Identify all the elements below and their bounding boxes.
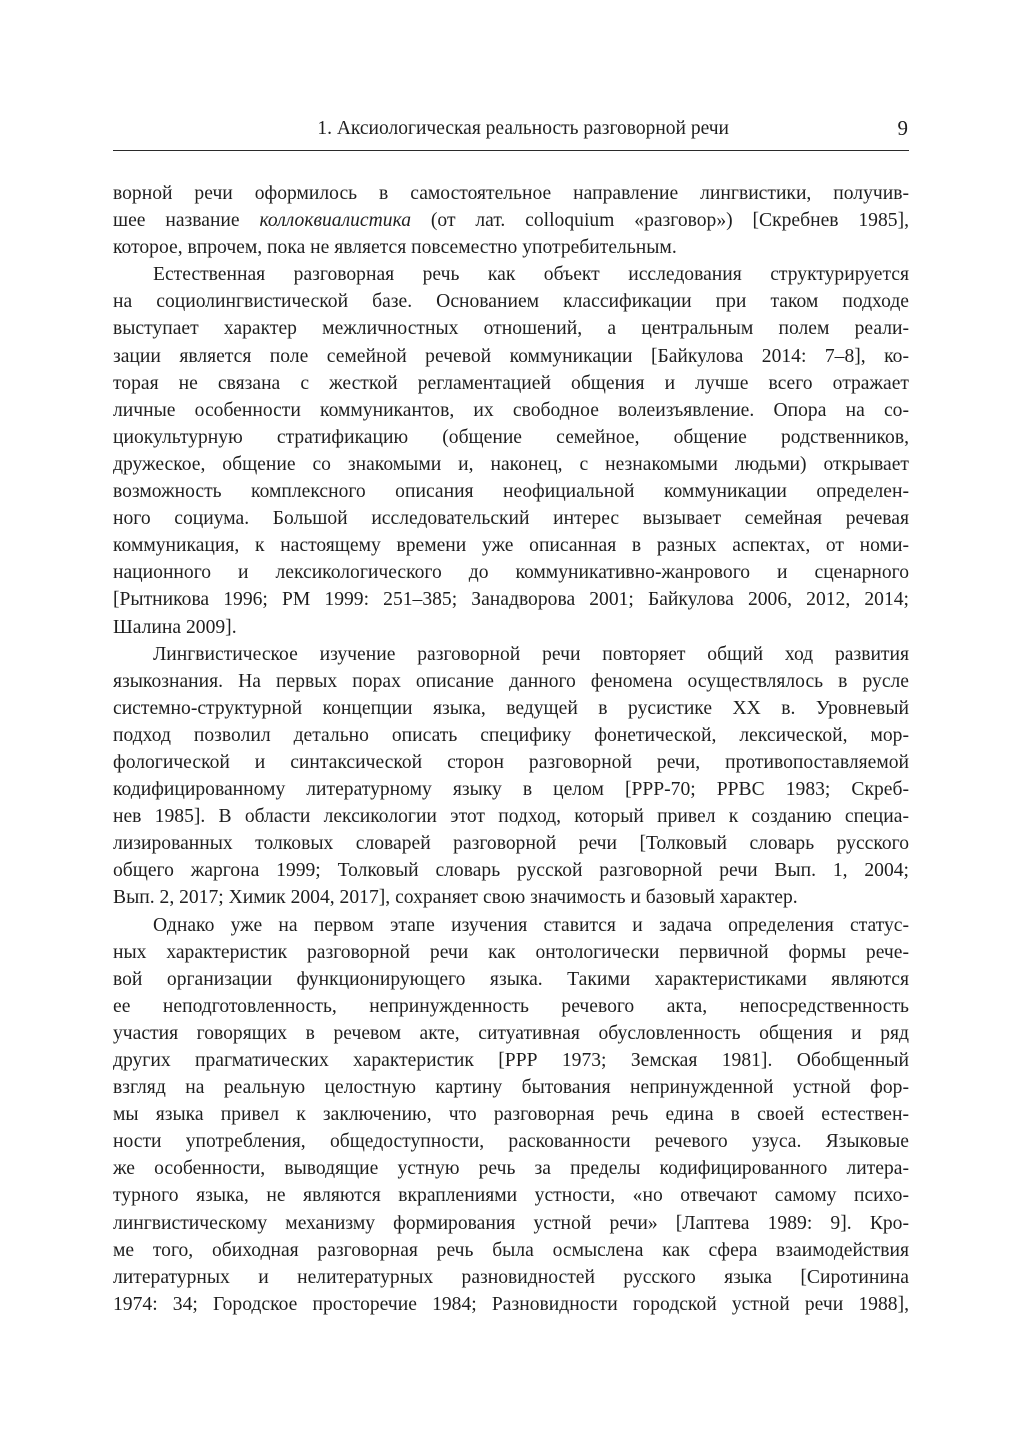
text-line: вой организации функционирующего языка. Такими характеристиками являются [113, 968, 909, 990]
text-line: зации является поле семейной речевой коммуникации [Байкулова 2014: 7–8], ко- [113, 345, 909, 367]
chapter-title: 1. Аксиологическая реальность разговорной речи [317, 118, 729, 139]
text-body [113, 180, 909, 1318]
text-line: фологической и синтаксической сторон разговорной речи, противопоставляемой [113, 751, 909, 773]
paragraph-1 [113, 180, 909, 261]
text-line: Вып. 2, 2017; Химик 2004, 2017], сохраняет свою значимость и базовый характер. [113, 887, 798, 909]
text-line: кодифицированному литературному языку в целом [РРР-70; РРВС 1983; Скреб- [113, 779, 909, 801]
text-line: возможность комплексного описания неофициальной коммуникации определен- [113, 481, 909, 503]
text-line: ме того, обиходная разговорная речь была осмыслена как сфера взаимодействия [113, 1239, 909, 1261]
text-line: ности употребления, общедоступности, раскованности речевого узуса. Языковые [113, 1131, 909, 1153]
text-line: выступает характер межличностных отношений, а центральным полем реали- [113, 318, 909, 340]
text-fragment: шее название [113, 210, 260, 232]
text-line: других прагматических характеристик [РРР 1973; Земская 1981]. Обобщенный [113, 1050, 909, 1071]
text-line: ворной речи оформилось в самостоятельное направление лингвистики, получив- [113, 183, 909, 204]
text-line: циокультурную стратификацию (общение семейное, общение родственников, [113, 426, 909, 448]
text-line: на социолингвистической базе. Основанием классификации при таком подходе [113, 291, 909, 313]
text-line: Однако уже на первом этапе изучения ставится и задача определения статус- [153, 914, 909, 936]
text-line: Лингвистическое изучение разговорной речи повторяет общий ход развития [153, 643, 909, 665]
text-line: лингвистическому механизму формирования устной речи» [Лаптева 1989: 9]. Кро- [113, 1212, 909, 1234]
text-fragment: (от лат. colloquium «разговор») [Скребнев 1985], [411, 210, 909, 232]
running-header [113, 114, 909, 151]
text-line: системно-структурной концепции языка, ведущей в русистике XX в. Уровневый [113, 697, 909, 719]
text-line: взгляд на реальную целостную картину бытования непринужденной устной фор- [113, 1077, 909, 1099]
paragraph-3 [113, 641, 909, 912]
text-line: Естественная разговорная речь как объект исследования структурируется [153, 264, 909, 286]
text-line: языкознания. На первых порах описание данного феномена осуществлялось в русле [113, 670, 909, 692]
text-line: национного и лексикологического до коммуникативно-жанрового и сценарного [113, 562, 909, 584]
text-line: подход позволил детально описать специфику фонетической, лексической, мор- [113, 724, 909, 746]
text-line: мы языка привел к заключению, что разговорная речь едина в своей естествен- [113, 1104, 909, 1126]
text-line [113, 207, 909, 234]
text-line: торая не связана с жесткой регламентацией общения и лучше всего отражает [113, 372, 909, 394]
paragraph-4 [113, 912, 909, 1318]
text-line: ее неподготовленность, непринужденность речевого акта, непосредственность [113, 995, 909, 1017]
text-line: коммуникация, к настоящему времени уже описанная в разных аспектах, от номи- [113, 535, 909, 557]
paragraph-2 [113, 261, 909, 640]
text-line: нев 1985]. В области лексикологии этот подход, который привел к созданию специа- [113, 806, 909, 828]
text-line: лизированных толковых словарей разговорной речи [Толковый словарь русского [113, 833, 909, 855]
text-line: турного языка, не являются вкраплениями устности, «но отвечают самому психо- [113, 1185, 909, 1207]
italic-term: коллоквиалистика [259, 210, 412, 232]
text-line: 1974: 34; Городское просторечие 1984; Разновидности городской устной речи 1988], [113, 1293, 909, 1315]
text-line: ных характеристик разговорной речи как онтологически первичной формы рече- [113, 941, 909, 963]
text-line: ного социума. Большой исследовательский интерес вызывает семейная речевая [113, 508, 909, 530]
text-line: участия говорящих в речевом акте, ситуативная обусловленность общения и ряд [113, 1022, 909, 1044]
text-line: общего жаргона 1999; Толковый словарь русской разговорной речи Вып. 1, 2004; [113, 860, 909, 882]
text-line: личные особенности коммуникантов, их свободное волеизъявление. Опора на со- [113, 399, 909, 421]
text-line: дружеское, общение со знакомыми и, наконец, с незнакомыми людьми) открывает [113, 453, 909, 475]
text-line: литературных и нелитературных разновидностей русского языка [Сиротинина [113, 1266, 909, 1288]
page-number: 9 [897, 116, 908, 140]
text-line: [Рытникова 1996; РМ 1999: 251–385; Занадворова 2001; Байкулова 2006, 2012, 2014; [113, 589, 909, 611]
text-line: же особенности, выводящие устную речь за пределы кодифицированного литера- [113, 1158, 909, 1180]
text-line: которое, впрочем, пока не является повсеместно употребительным. [113, 237, 677, 259]
text-line: Шалина 2009]. [113, 616, 237, 638]
